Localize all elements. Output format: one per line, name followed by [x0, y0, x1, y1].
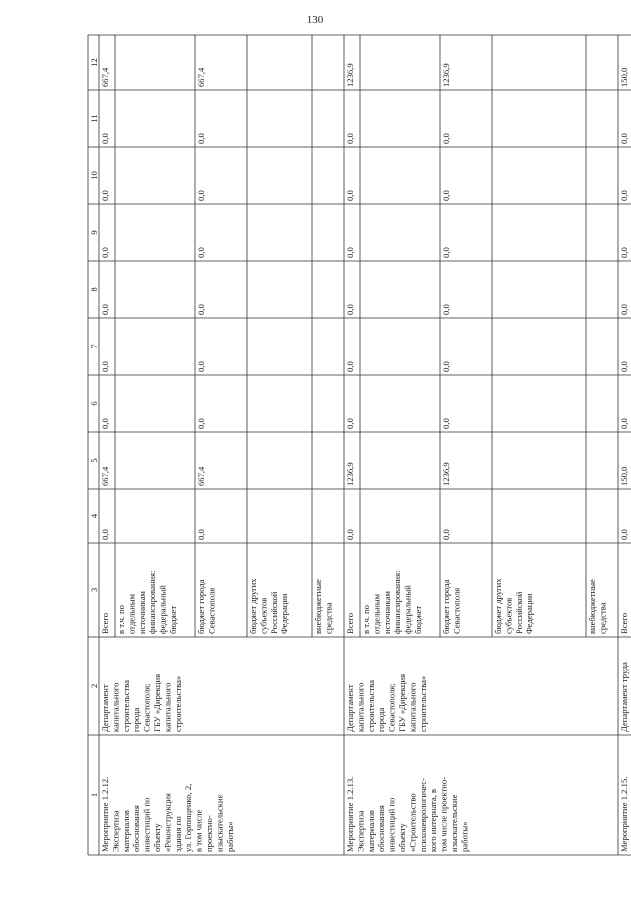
amount-cell: 667,4 — [196, 67, 206, 87]
executor-line: Департамент труда — [619, 662, 629, 732]
funding-source-line: бюджет других — [248, 578, 258, 634]
column-number-11: 11 — [89, 114, 99, 123]
event-name-line: «Реконструкция — [162, 793, 173, 852]
amount-cell: 0,0 — [100, 247, 110, 258]
amount-cell: 0,0 — [619, 529, 629, 540]
event-name-line: материалов — [365, 810, 376, 852]
amount-cell: 0,0 — [345, 247, 355, 258]
funding-source-line: Всего — [100, 612, 110, 634]
column-number-1: 1 — [89, 792, 99, 798]
column-number-6: 6 — [89, 401, 99, 406]
funding-source-line: Федерации — [524, 593, 535, 634]
amount-cell: 0,0 — [441, 133, 451, 144]
funding-source-line: бюджет города — [441, 579, 451, 634]
amount-cell: 0,0 — [196, 247, 206, 258]
funding-source-line: финансирования: — [147, 570, 158, 634]
amount-cell: 0,0 — [619, 418, 629, 429]
amount-cell: 0,0 — [196, 304, 206, 315]
event-name-line: материалов — [120, 810, 131, 852]
funding-source-line: субъектов — [503, 597, 514, 634]
event-name-line: ул. Горпищенко, 2, — [183, 783, 194, 852]
event-name-line: Мероприятие 1.2.13. — [345, 776, 355, 852]
funding-source-line: Федерации — [279, 593, 290, 634]
event-name-line: объекту — [152, 823, 162, 852]
amount-cell: 0,0 — [619, 304, 629, 315]
amount-cell: 150,0 — [619, 466, 629, 486]
amount-cell: 0,0 — [100, 190, 110, 201]
column-number-10: 10 — [89, 171, 99, 180]
funding-source-line: в т.ч. по — [116, 605, 126, 634]
funding-source-line: субъектов — [258, 597, 269, 634]
amount-cell: 0,0 — [441, 418, 451, 429]
amount-cell: 667,4 — [100, 466, 110, 486]
funding-source-line: Севастополя — [206, 587, 217, 634]
executor-line: Департамент — [100, 684, 110, 732]
amount-cell: 0,0 — [100, 361, 110, 372]
funding-source-line: отдельным — [371, 593, 382, 634]
event-name-line: изыскательские — [214, 794, 225, 852]
event-name-line: кого интерната, в — [428, 788, 439, 852]
amount-cell: 0,0 — [196, 529, 206, 540]
column-number-12: 12 — [89, 58, 99, 67]
executor-line: строительства — [365, 680, 376, 732]
event-name-line: обоснования — [376, 805, 387, 852]
funding-source-line: Всего — [619, 612, 629, 634]
amount-cell: 0,0 — [345, 361, 355, 372]
event-name-line: Мероприятие 1.2.12. — [100, 776, 110, 852]
event-name-line: работы» — [224, 821, 235, 852]
column-number-9: 9 — [89, 230, 99, 235]
event-name-line: инвестиций по — [386, 797, 397, 852]
amount-cell: 0,0 — [100, 304, 110, 315]
funding-source-line: финансирования: — [392, 570, 403, 634]
funding-source-line: источникам — [136, 591, 147, 634]
amount-cell: 0,0 — [196, 361, 206, 372]
funding-source-line: бюджет — [413, 605, 423, 634]
event-name-line: изыскательские — [449, 794, 459, 852]
column-number-4: 4 — [89, 513, 99, 519]
amount-cell: 0,0 — [196, 418, 206, 429]
event-name-line: психоневрологичес- — [417, 778, 428, 852]
amount-cell: 0,0 — [100, 418, 110, 429]
funding-source-line: Севастополя — [451, 587, 462, 634]
amount-cell: 0,0 — [619, 361, 629, 372]
event-name-line: «Строительство — [407, 793, 418, 852]
executor-line: города — [131, 707, 142, 732]
event-name-line: инвестиций по — [141, 797, 152, 852]
funding-source-line: в т.ч. по — [361, 605, 371, 634]
executor-line: строительства» — [172, 675, 183, 732]
event-name-line: Мероприятие 1.2.15. — [619, 776, 629, 852]
funding-source-line: федеральный — [157, 585, 168, 634]
executor-line: ГБУ «Дирекция — [397, 673, 407, 732]
amount-cell: 0,0 — [345, 304, 355, 315]
amount-cell: 0,0 — [100, 133, 110, 144]
event-name-line: работы» — [459, 821, 470, 852]
amount-cell: 0,0 — [619, 133, 629, 144]
funding-source-line: Российской — [268, 591, 279, 634]
amount-cell: 0,0 — [345, 418, 355, 429]
column-number-8: 8 — [89, 287, 99, 292]
event-name-line: в том числе — [193, 809, 204, 852]
event-name-line: объекту — [397, 823, 407, 852]
executor-line: ГБУ «Дирекция — [152, 673, 162, 732]
funding-source-line: бюджет города — [196, 579, 206, 634]
column-number-5: 5 — [89, 458, 99, 463]
executor-line: Севастополя; — [141, 683, 152, 732]
amount-cell: 0,0 — [345, 190, 355, 201]
event-name-line: обоснования — [131, 805, 142, 852]
amount-cell: 1236,9 — [441, 462, 451, 486]
funding-source-line: внебюджетные — [313, 579, 323, 634]
executor-line: капитального — [110, 682, 121, 732]
event-name-line: Экспертиза — [110, 810, 121, 852]
column-number-2: 2 — [89, 683, 99, 689]
amount-cell: 0,0 — [619, 247, 629, 258]
amount-cell: 1236,9 — [345, 63, 355, 87]
column-number-7: 7 — [89, 344, 99, 349]
table — [88, 35, 631, 855]
executor-line: Севастополя; — [386, 683, 397, 732]
amount-cell: 150,0 — [619, 67, 629, 87]
amount-cell: 0,0 — [345, 133, 355, 144]
amount-cell: 0,0 — [441, 529, 451, 540]
amount-cell: 0,0 — [196, 190, 206, 201]
executor-line: Департамент — [345, 684, 355, 732]
executor-line: капитального — [355, 682, 366, 732]
funding-source-line: средства — [323, 602, 334, 634]
page-number: 130 — [306, 14, 324, 26]
funding-source-line: средства — [597, 602, 608, 634]
executor-line: строительства» — [417, 675, 428, 732]
funding-source-line: внебюджетные — [587, 579, 597, 634]
amount-cell: 0,0 — [441, 190, 451, 201]
amount-cell: 0,0 — [100, 529, 110, 540]
amount-cell: 0,0 — [619, 190, 629, 201]
event-name-line: проектно- — [204, 815, 214, 852]
executor-line: города — [376, 707, 387, 732]
amount-cell: 0,0 — [441, 361, 451, 372]
amount-cell: 667,4 — [196, 466, 206, 486]
event-name-line: здания по — [172, 816, 183, 852]
executor-line: капитального — [162, 682, 173, 732]
amount-cell: 0,0 — [441, 304, 451, 315]
amount-cell: 1236,9 — [345, 462, 355, 486]
funding-source-line: Всего — [345, 612, 355, 634]
funding-source-line: федеральный — [402, 585, 413, 634]
column-number-3: 3 — [89, 587, 99, 593]
funding-source-line: бюджет других — [493, 578, 503, 634]
funding-source-line: бюджет — [168, 605, 178, 634]
funding-source-line: отдельным — [126, 593, 137, 634]
funding-source-line: Российской — [513, 591, 524, 634]
amount-cell: 0,0 — [345, 529, 355, 540]
amount-cell: 0,0 — [441, 247, 451, 258]
executor-line: капитального — [407, 682, 418, 732]
event-name-line: том числе проектно- — [438, 776, 449, 852]
funding-source-line: источникам — [381, 591, 392, 634]
amount-cell: 667,4 — [100, 67, 110, 87]
amount-cell: 0,0 — [196, 133, 206, 144]
amount-cell: 1236,9 — [441, 63, 451, 87]
event-name-line: Экспертиза — [355, 810, 366, 852]
executor-line: строительства — [120, 680, 131, 732]
